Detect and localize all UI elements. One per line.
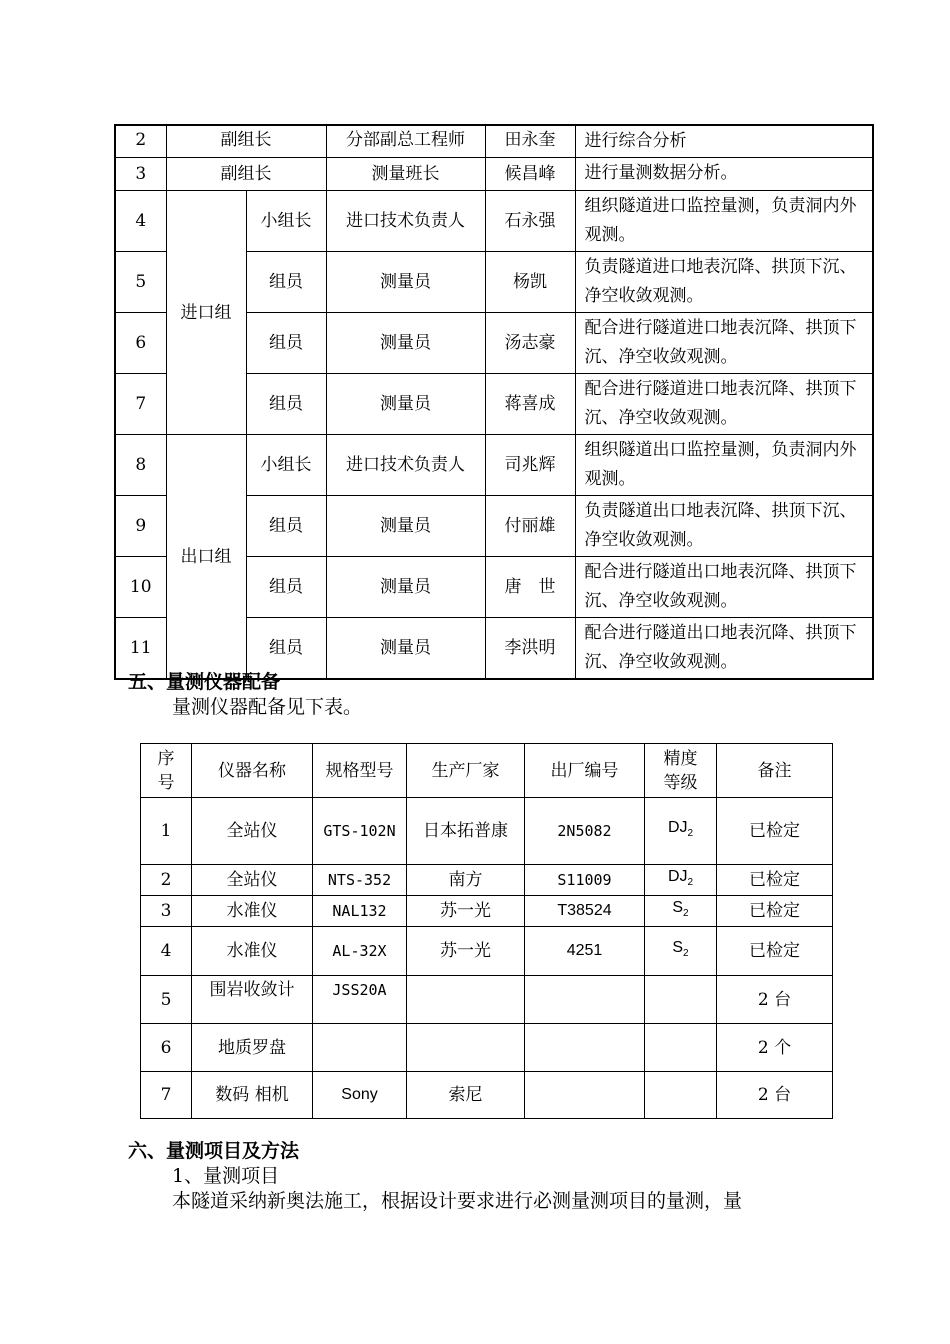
grade-cell	[645, 976, 717, 1024]
note-cell: 已检定	[717, 896, 833, 927]
maker-cell	[407, 976, 525, 1024]
section6-heading: 六、量测项目及方法	[128, 1140, 300, 1162]
header-no-line1: 序	[157, 748, 175, 769]
row-number: 3	[141, 896, 192, 927]
row-number: 2	[141, 865, 192, 896]
name-cell: 司兆辉	[485, 435, 575, 496]
group-cell: 出口组	[166, 435, 246, 680]
grade-cell	[645, 865, 717, 896]
duty-cell: 负责隧道出口地表沉降、拱顶下沉、净空收敛观测。	[575, 496, 873, 557]
maker-cell: 索尼	[407, 1072, 525, 1119]
grade-text: S	[672, 899, 684, 917]
table-row	[141, 865, 833, 896]
serial-cell	[525, 1072, 645, 1119]
grade-cell	[645, 896, 717, 927]
name-cell: 石永强	[485, 191, 575, 252]
role-cell: 副组长	[166, 158, 326, 191]
table-row	[115, 125, 873, 158]
row-number: 4	[141, 927, 192, 976]
row-number: 4	[115, 191, 166, 252]
grade-text: DJ	[667, 868, 688, 885]
name-cell: 蒋喜成	[485, 374, 575, 435]
table-row	[141, 976, 833, 1024]
table-row	[141, 1024, 833, 1072]
header-name: 仪器名称	[192, 744, 313, 798]
name-cell: 付丽雄	[485, 496, 575, 557]
maker-cell: 日本拓普康	[407, 798, 525, 865]
row-number: 6	[141, 1024, 192, 1072]
duty-cell: 配合进行隧道出口地表沉降、拱顶下沉、净空收敛观测。	[575, 557, 873, 618]
position-cell: 测量员	[326, 557, 485, 618]
section6-subheading: 1、量测项目	[172, 1165, 280, 1187]
row-number: 10	[115, 557, 166, 618]
role-cell: 组员	[246, 496, 326, 557]
role-cell: 组员	[246, 252, 326, 313]
grade-cell	[645, 1024, 717, 1072]
serial-cell	[525, 976, 645, 1024]
role-cell: 组员	[246, 618, 326, 680]
row-number: 11	[115, 618, 166, 680]
serial-cell: S11009	[525, 865, 645, 896]
header-precision-line2: 等级	[663, 772, 698, 793]
grade-subscript: 2	[683, 948, 689, 960]
role-cell: 组员	[246, 374, 326, 435]
row-number: 7	[141, 1072, 192, 1119]
grade-text: S	[672, 939, 684, 957]
instrument-name: 水准仪	[192, 927, 313, 976]
duty-cell: 配合进行隧道进口地表沉降、拱顶下沉、净空收敛观测。	[575, 374, 873, 435]
table-row	[141, 896, 833, 927]
role-cell: 小组长	[246, 191, 326, 252]
grade-subscript: 2	[687, 877, 694, 889]
model-cell: NTS-352	[313, 865, 407, 896]
row-number: 9	[115, 496, 166, 557]
table-row	[141, 798, 833, 865]
section5-heading: 五、量测仪器配备	[128, 671, 281, 693]
note-cell: 2 台	[717, 976, 833, 1024]
row-number: 8	[115, 435, 166, 496]
role-cell: 组员	[246, 313, 326, 374]
note-cell: 已检定	[717, 927, 833, 976]
name-cell: 汤志豪	[485, 313, 575, 374]
section5-intro: 量测仪器配备见下表。	[172, 696, 363, 718]
duty-cell: 负责隧道进口地表沉降、拱顶下沉、净空收敛观测。	[575, 252, 873, 313]
role-cell: 小组长	[246, 435, 326, 496]
serial-cell: 2N5082	[525, 798, 645, 865]
duty-cell: 配合进行隧道进口地表沉降、拱顶下沉、净空收敛观测。	[575, 313, 873, 374]
name-cell: 田永奎	[485, 125, 575, 158]
table-header-row	[141, 744, 833, 798]
maker-cell: 南方	[407, 865, 525, 896]
row-number: 2	[115, 125, 166, 158]
note-cell: 2 个	[717, 1024, 833, 1072]
header-precision-line1: 精度	[663, 748, 698, 769]
duty-cell: 组织隧道出口监控量测，负责洞内外观测。	[575, 435, 873, 496]
position-cell: 进口技术负责人	[326, 435, 485, 496]
position-cell: 分部副总工程师	[326, 125, 485, 158]
position-cell: 测量员	[326, 496, 485, 557]
note-cell: 已检定	[717, 865, 833, 896]
position-cell: 测量员	[326, 374, 485, 435]
section6-paragraph: 本隧道采纳新奥法施工，根据设计要求进行必测量测项目的量测，量	[172, 1190, 743, 1212]
header-maker: 生产厂家	[407, 744, 525, 798]
row-number: 7	[115, 374, 166, 435]
model-cell: JSS20A	[313, 976, 407, 1024]
duty-cell: 进行综合分析	[575, 125, 873, 158]
instrument-table	[140, 743, 833, 1119]
grade-cell	[645, 798, 717, 865]
duty-cell: 配合进行隧道出口地表沉降、拱顶下沉、净空收敛观测。	[575, 618, 873, 680]
model-cell: Sony	[313, 1072, 407, 1119]
instrument-name: 全站仪	[192, 798, 313, 865]
serial-cell: T38524	[525, 896, 645, 927]
table-row	[141, 927, 833, 976]
row-number: 1	[141, 798, 192, 865]
instrument-name: 地质罗盘	[192, 1024, 313, 1072]
group-cell: 进口组	[166, 191, 246, 435]
header-model: 规格型号	[313, 744, 407, 798]
instrument-name: 数码 相机	[192, 1072, 313, 1119]
row-number: 3	[115, 158, 166, 191]
position-cell: 测量班长	[326, 158, 485, 191]
role-cell: 副组长	[166, 125, 326, 158]
maker-cell: 苏一光	[407, 927, 525, 976]
table-row	[115, 191, 873, 252]
position-cell: 测量员	[326, 252, 485, 313]
grade-text: DJ	[667, 818, 688, 836]
model-cell	[313, 1024, 407, 1072]
name-cell: 唐 世	[485, 557, 575, 618]
model-cell: AL-32X	[313, 927, 407, 976]
header-precision	[645, 744, 717, 798]
header-note: 备注	[717, 744, 833, 798]
table-row	[115, 158, 873, 191]
header-no-line2: 号	[157, 772, 175, 793]
name-cell: 李洪明	[485, 618, 575, 680]
position-cell: 测量员	[326, 618, 485, 680]
row-number: 5	[115, 252, 166, 313]
note-cell: 已检定	[717, 798, 833, 865]
serial-cell: 4251	[525, 927, 645, 976]
personnel-table	[114, 124, 874, 680]
table-row	[141, 1072, 833, 1119]
instrument-name: 全站仪	[192, 865, 313, 896]
maker-cell	[407, 1024, 525, 1072]
instrument-name: 围岩收敛计	[192, 976, 313, 1024]
serial-cell	[525, 1024, 645, 1072]
maker-cell: 苏一光	[407, 896, 525, 927]
position-cell: 进口技术负责人	[326, 191, 485, 252]
instrument-name: 水准仪	[192, 896, 313, 927]
name-cell: 杨凯	[485, 252, 575, 313]
row-number: 5	[141, 976, 192, 1024]
duty-cell: 进行量测数据分析。	[575, 158, 873, 191]
grade-subscript: 2	[687, 828, 694, 840]
position-cell: 测量员	[326, 313, 485, 374]
table-row	[115, 435, 873, 496]
name-cell: 候昌峰	[485, 158, 575, 191]
grade-cell	[645, 927, 717, 976]
grade-subscript: 2	[683, 908, 689, 920]
model-cell: NAL132	[313, 896, 407, 927]
role-cell: 组员	[246, 557, 326, 618]
note-cell: 2 台	[717, 1072, 833, 1119]
model-cell: GTS-102N	[313, 798, 407, 865]
grade-cell	[645, 1072, 717, 1119]
header-no	[141, 744, 192, 798]
duty-cell: 组织隧道进口监控量测，负责洞内外观测。	[575, 191, 873, 252]
header-serial: 出厂编号	[525, 744, 645, 798]
row-number: 6	[115, 313, 166, 374]
